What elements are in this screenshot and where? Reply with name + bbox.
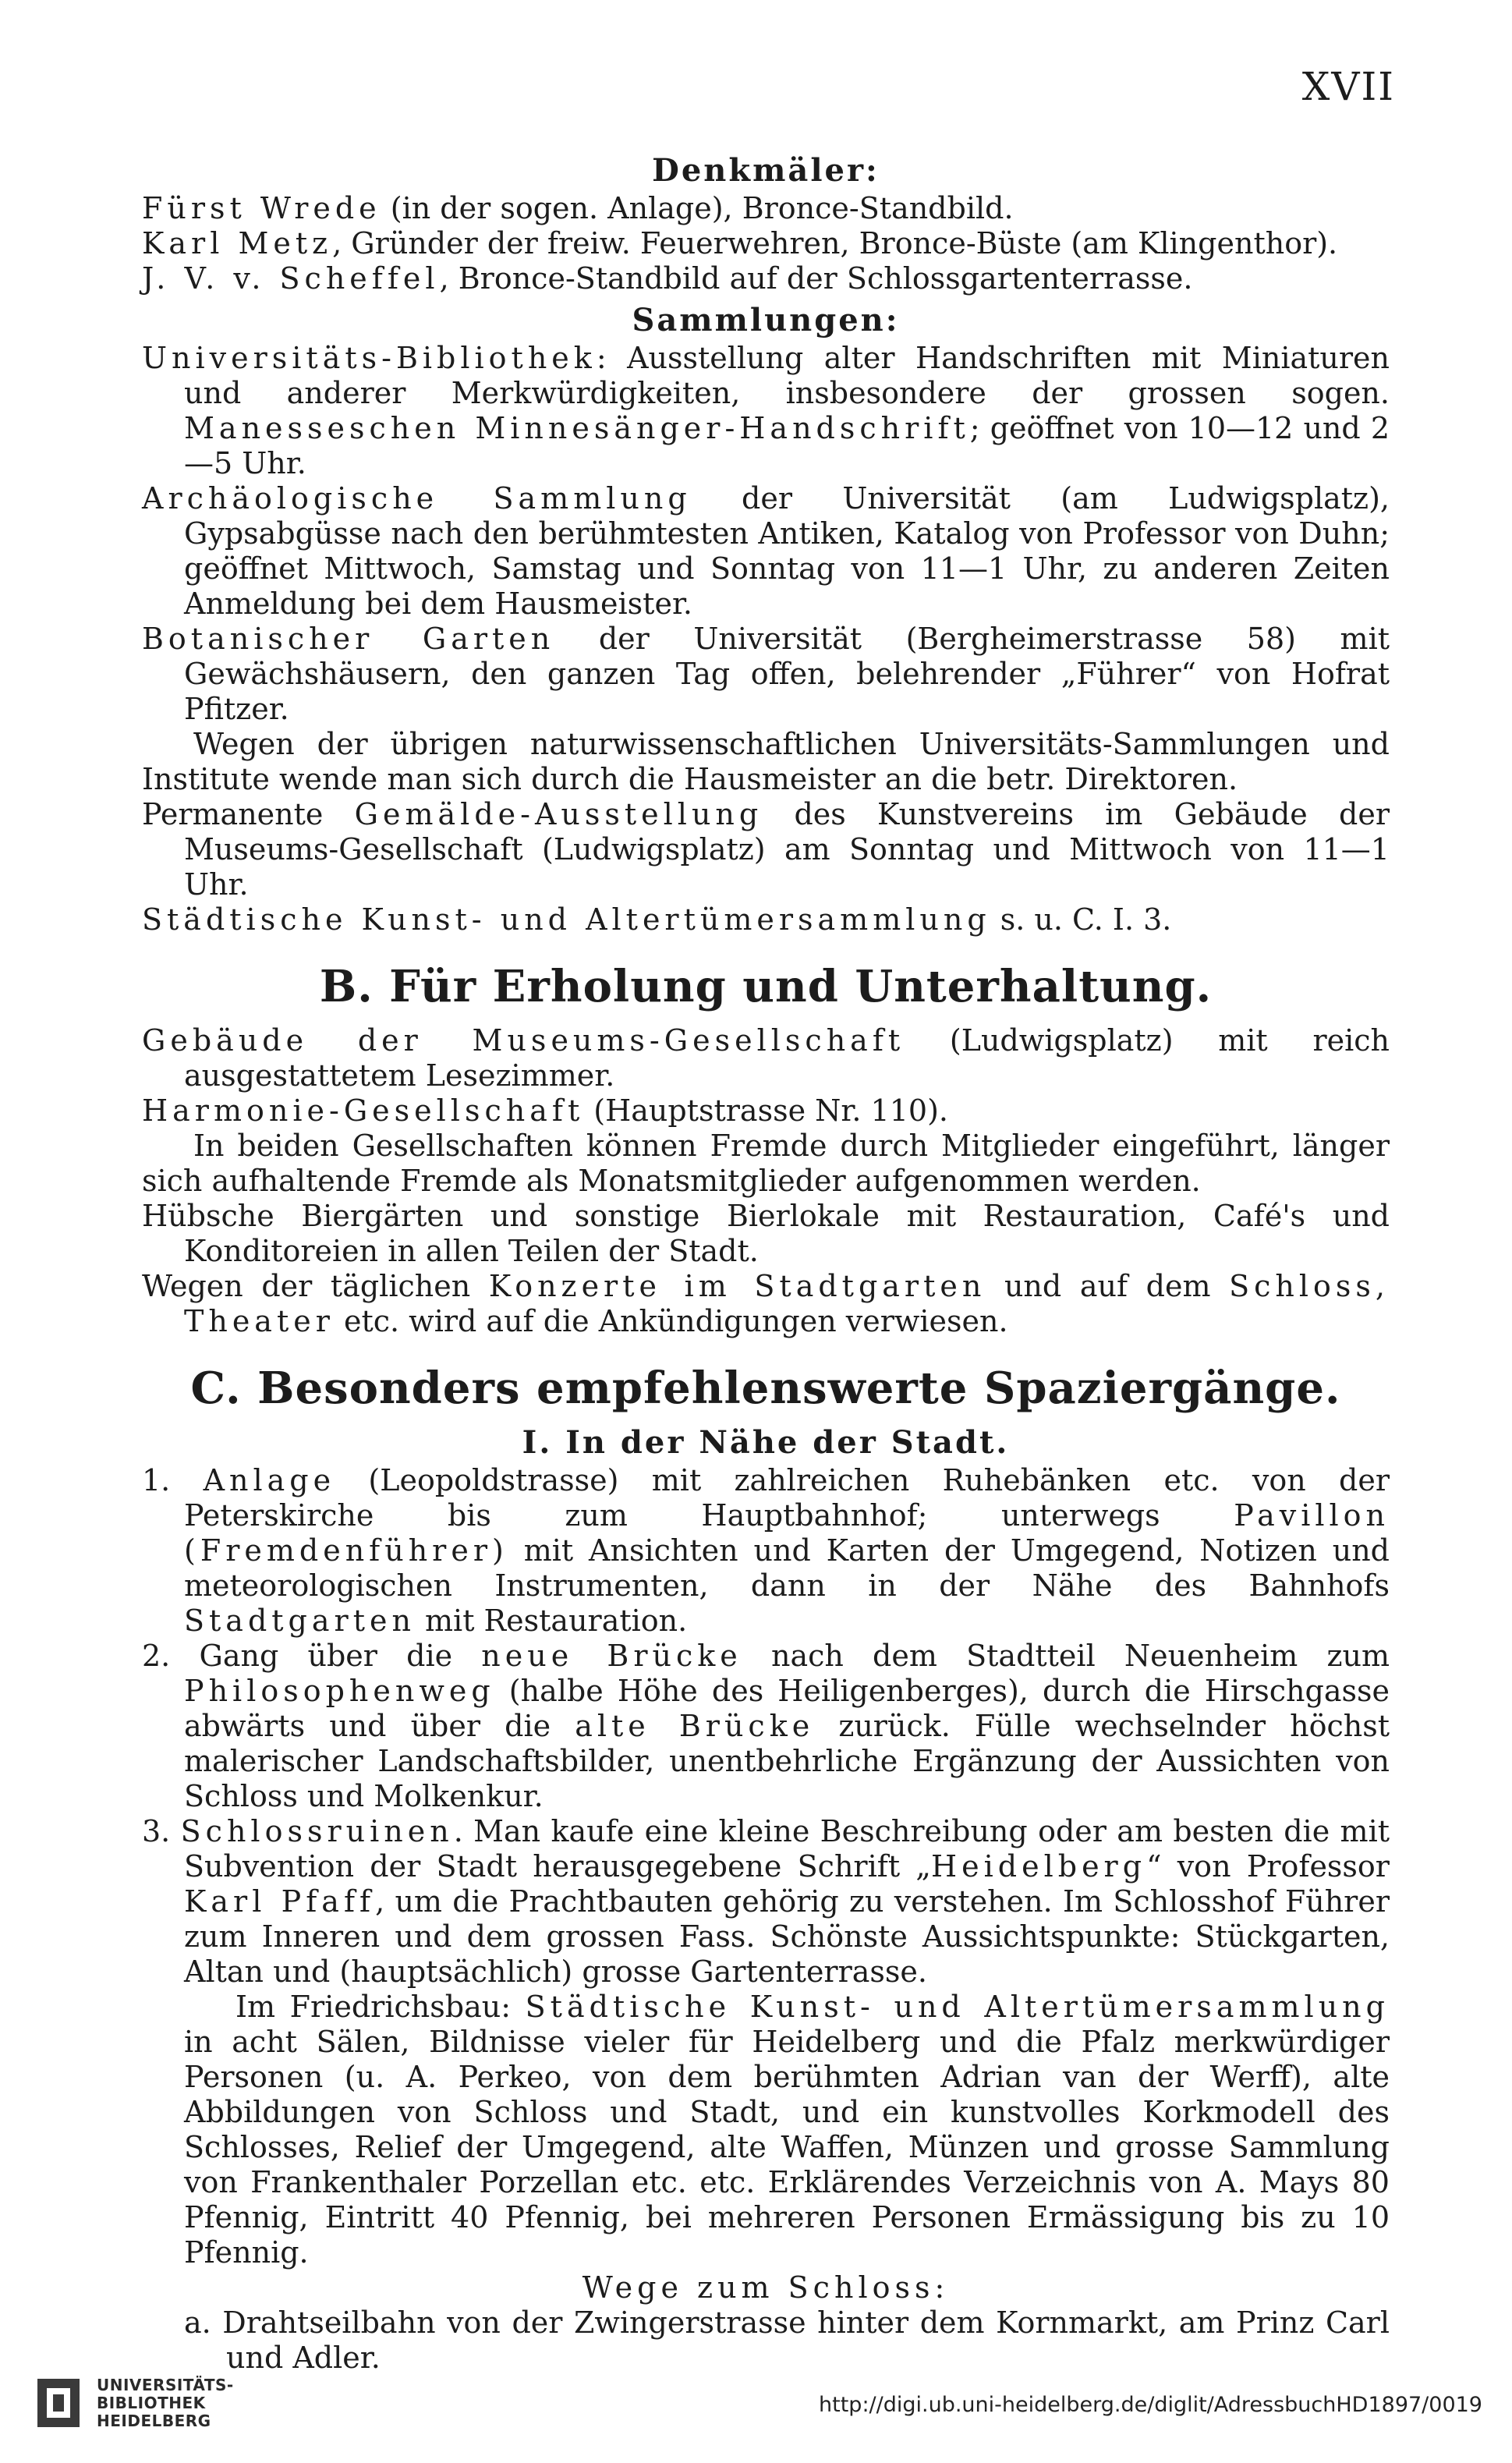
list-item-anlage: 1. Anlage (Leopoldstrasse) mit zahlreichen Ruhebänken etc. von der Peterskirche bis zum Hauptbahnhof; unterwegs Pavillon (Fremdenführer) mit Ansichten und Karten der Umgegend, Notizen und meteorologischen Instrumenten, dann in der Nähe des Bahnhofs Stadtgarten mit Restauration.: [142, 1463, 1390, 1638]
entry-name: Karl Metz: [142, 226, 333, 260]
section-heading-erholung: B. Für Erholung und Unterhaltung.: [319, 961, 1213, 1012]
section-heading-denkmaeler: Denkmäler:: [652, 152, 880, 189]
logo-line: UNIVERSITÄTS-: [97, 2375, 234, 2394]
entry-archaeologisch: Archäologische Sammlung der Universität (am Ludwigsplatz), Gypsabgüsse nach den berühmtesten Antiken, Katalog von Professor von Duhn; geöffnet Mittwoch, Samstag und Sonntag von 11—1 Uhr, zu anderen Zeiten Anmeldung bei dem Hausmeister.: [142, 481, 1390, 621]
library-seal-icon: [31, 2371, 86, 2435]
entry-harmonie: Harmonie-Gesellschaft (Hauptstrasse Nr. 110).: [142, 1093, 948, 1128]
entry-staedtisch: Städtische Kunst- und Altertümersammlung s. u. C. I. 3.: [142, 902, 1172, 937]
entry-name: Fürst Wrede: [142, 191, 381, 225]
page-content: [142, 147, 1390, 2376]
logo-line: HEIDELBERG: [97, 2411, 211, 2430]
list-item-drahtseilbahn: a. Drahtseilbahn von der Zwingerstrasse hinter dem Kornmarkt, am Prinz Carl und Adler.: [184, 2305, 1390, 2375]
note-wegen: Wegen der übrigen naturwissenschaftlichen Universitäts-Sammlungen und Institute wende man sich durch die Hausmeister an die betr. Direktoren.: [142, 727, 1390, 796]
entry-konzerte: Wegen der täglichen Konzerte im Stadtgarten und auf dem Schloss, Theater etc. wird auf die Ankündigungen verwiesen.: [142, 1269, 1390, 1338]
section-heading-sammlungen: Sammlungen:: [632, 302, 900, 338]
list-item-gang: 2. Gang über die neue Brücke nach dem Stadtteil Neuenheim zum Philosophenweg (halbe Höhe des Heiligenberges), durch die Hirschgasse abwärts und über die alte Brücke zurück. Fülle wechselnder höchst malerischer Landschaftsbilder, unentbehrliche Ergänzung der Aussichten von Schloss und Molkenkur.: [142, 1639, 1390, 1813]
page-number: XVII: [1301, 64, 1395, 109]
note-fremde: In beiden Gesellschaften können Fremde durch Mitglieder eingeführt, länger sich aufhaltende Fremde als Monatsmitglieder aufgenommen werden.: [142, 1129, 1390, 1198]
source-url[interactable]: http://digi.ub.uni-heidelberg.de/diglit/AdressbuchHD1897/0019: [819, 2393, 1482, 2417]
entry-botanisch: Botanischer Garten der Universität (Bergheimerstrasse 58) mit Gewächshäusern, den ganzen Tag offen, belehrender „Führer“ von Hofrat Pfitzer.: [142, 622, 1390, 726]
section-heading-spaziergaenge: C. Besonders empfehlenswerte Spaziergänge.: [190, 1363, 1341, 1414]
entry-bibliothek: Universitäts-Bibliothek: Ausstellung alter Handschriften mit Miniaturen und anderer Merkwürdigkeiten, insbesondere der grossen sogen. Manesseschen Minnesänger-Handschrift; geöffnet von 10—12 und 2—5 Uhr.: [142, 341, 1390, 480]
entry-gemaelde: Permanente Gemälde-Ausstellung des Kunstvereins im Gebäude der Museums-Gesellschaft (Ludwigsplatz) am Sonntag und Mittwoch von 11—1 Uhr.: [142, 797, 1390, 902]
library-logo: [31, 2371, 234, 2435]
entry-name: J. V. v. Scheffel: [142, 261, 440, 296]
footer: [0, 2363, 1512, 2449]
entry-scheffel: J. V. v. Scheffel, Bronce-Standbild auf der Schlossgartenterrasse.: [142, 261, 1193, 296]
logo-line: BIBLIOTHEK: [97, 2393, 206, 2412]
entry-museum: Gebäude der Museums-Gesellschaft (Ludwigsplatz) mit reich ausgestattetem Lesezimmer.: [142, 1023, 1390, 1093]
subheading-naehe: I. In der Nähe der Stadt.: [522, 1424, 1010, 1461]
entry-biergaerten: Hübsche Biergärten und sonstige Bierlokale mit Restauration, Café's und Konditoreien in allen Teilen der Stadt.: [142, 1199, 1390, 1268]
entry-wrede: Fürst Wrede (in der sogen. Anlage), Bronce-Standbild.: [142, 191, 1014, 225]
subheading-wege: Wege zum Schloss:: [582, 2270, 950, 2305]
list-item-schlossruinen: 3. Schlossruinen. Man kaufe eine kleine Beschreibung oder am besten die mit Subvention der Stadt herausgegebene Schrift „Heidelberg“ von Professor Karl Pfaff, um die Prachtbauten gehörig zu verstehen. Im Schlosshof Führer zum Inneren und dem grossen Fass. Schönste Aussichtspunkte: Stückgarten, Altan und (hauptsächlich) grosse Gartenterrasse.: [142, 1814, 1390, 1989]
entry-metz: Karl Metz, Gründer der freiw. Feuerwehren, Bronce-Büste (am Klingenthor).: [142, 226, 1338, 260]
paragraph-friedrichsbau: Im Friedrichsbau: Städtische Kunst- und Altertümersammlung in acht Sälen, Bildnisse vieler für Heidelberg und die Pfalz merkwürdiger Personen (u. A. Perkeo, von dem berühmten Adrian van der Werff), alte Abbildungen von Schloss und Stadt, und ein kunstvolles Korkmodell des Schlosses, Relief der Umgegend, alte Waffen, Münzen und grosse Sammlung von Frankenthaler Porzellan etc. etc. Erklärendes Verzeichnis von A. Mays 80 Pfennig, Eintritt 40 Pfennig, bei mehreren Personen Ermässigung bis zu 10 Pfennig.: [184, 1990, 1390, 2270]
